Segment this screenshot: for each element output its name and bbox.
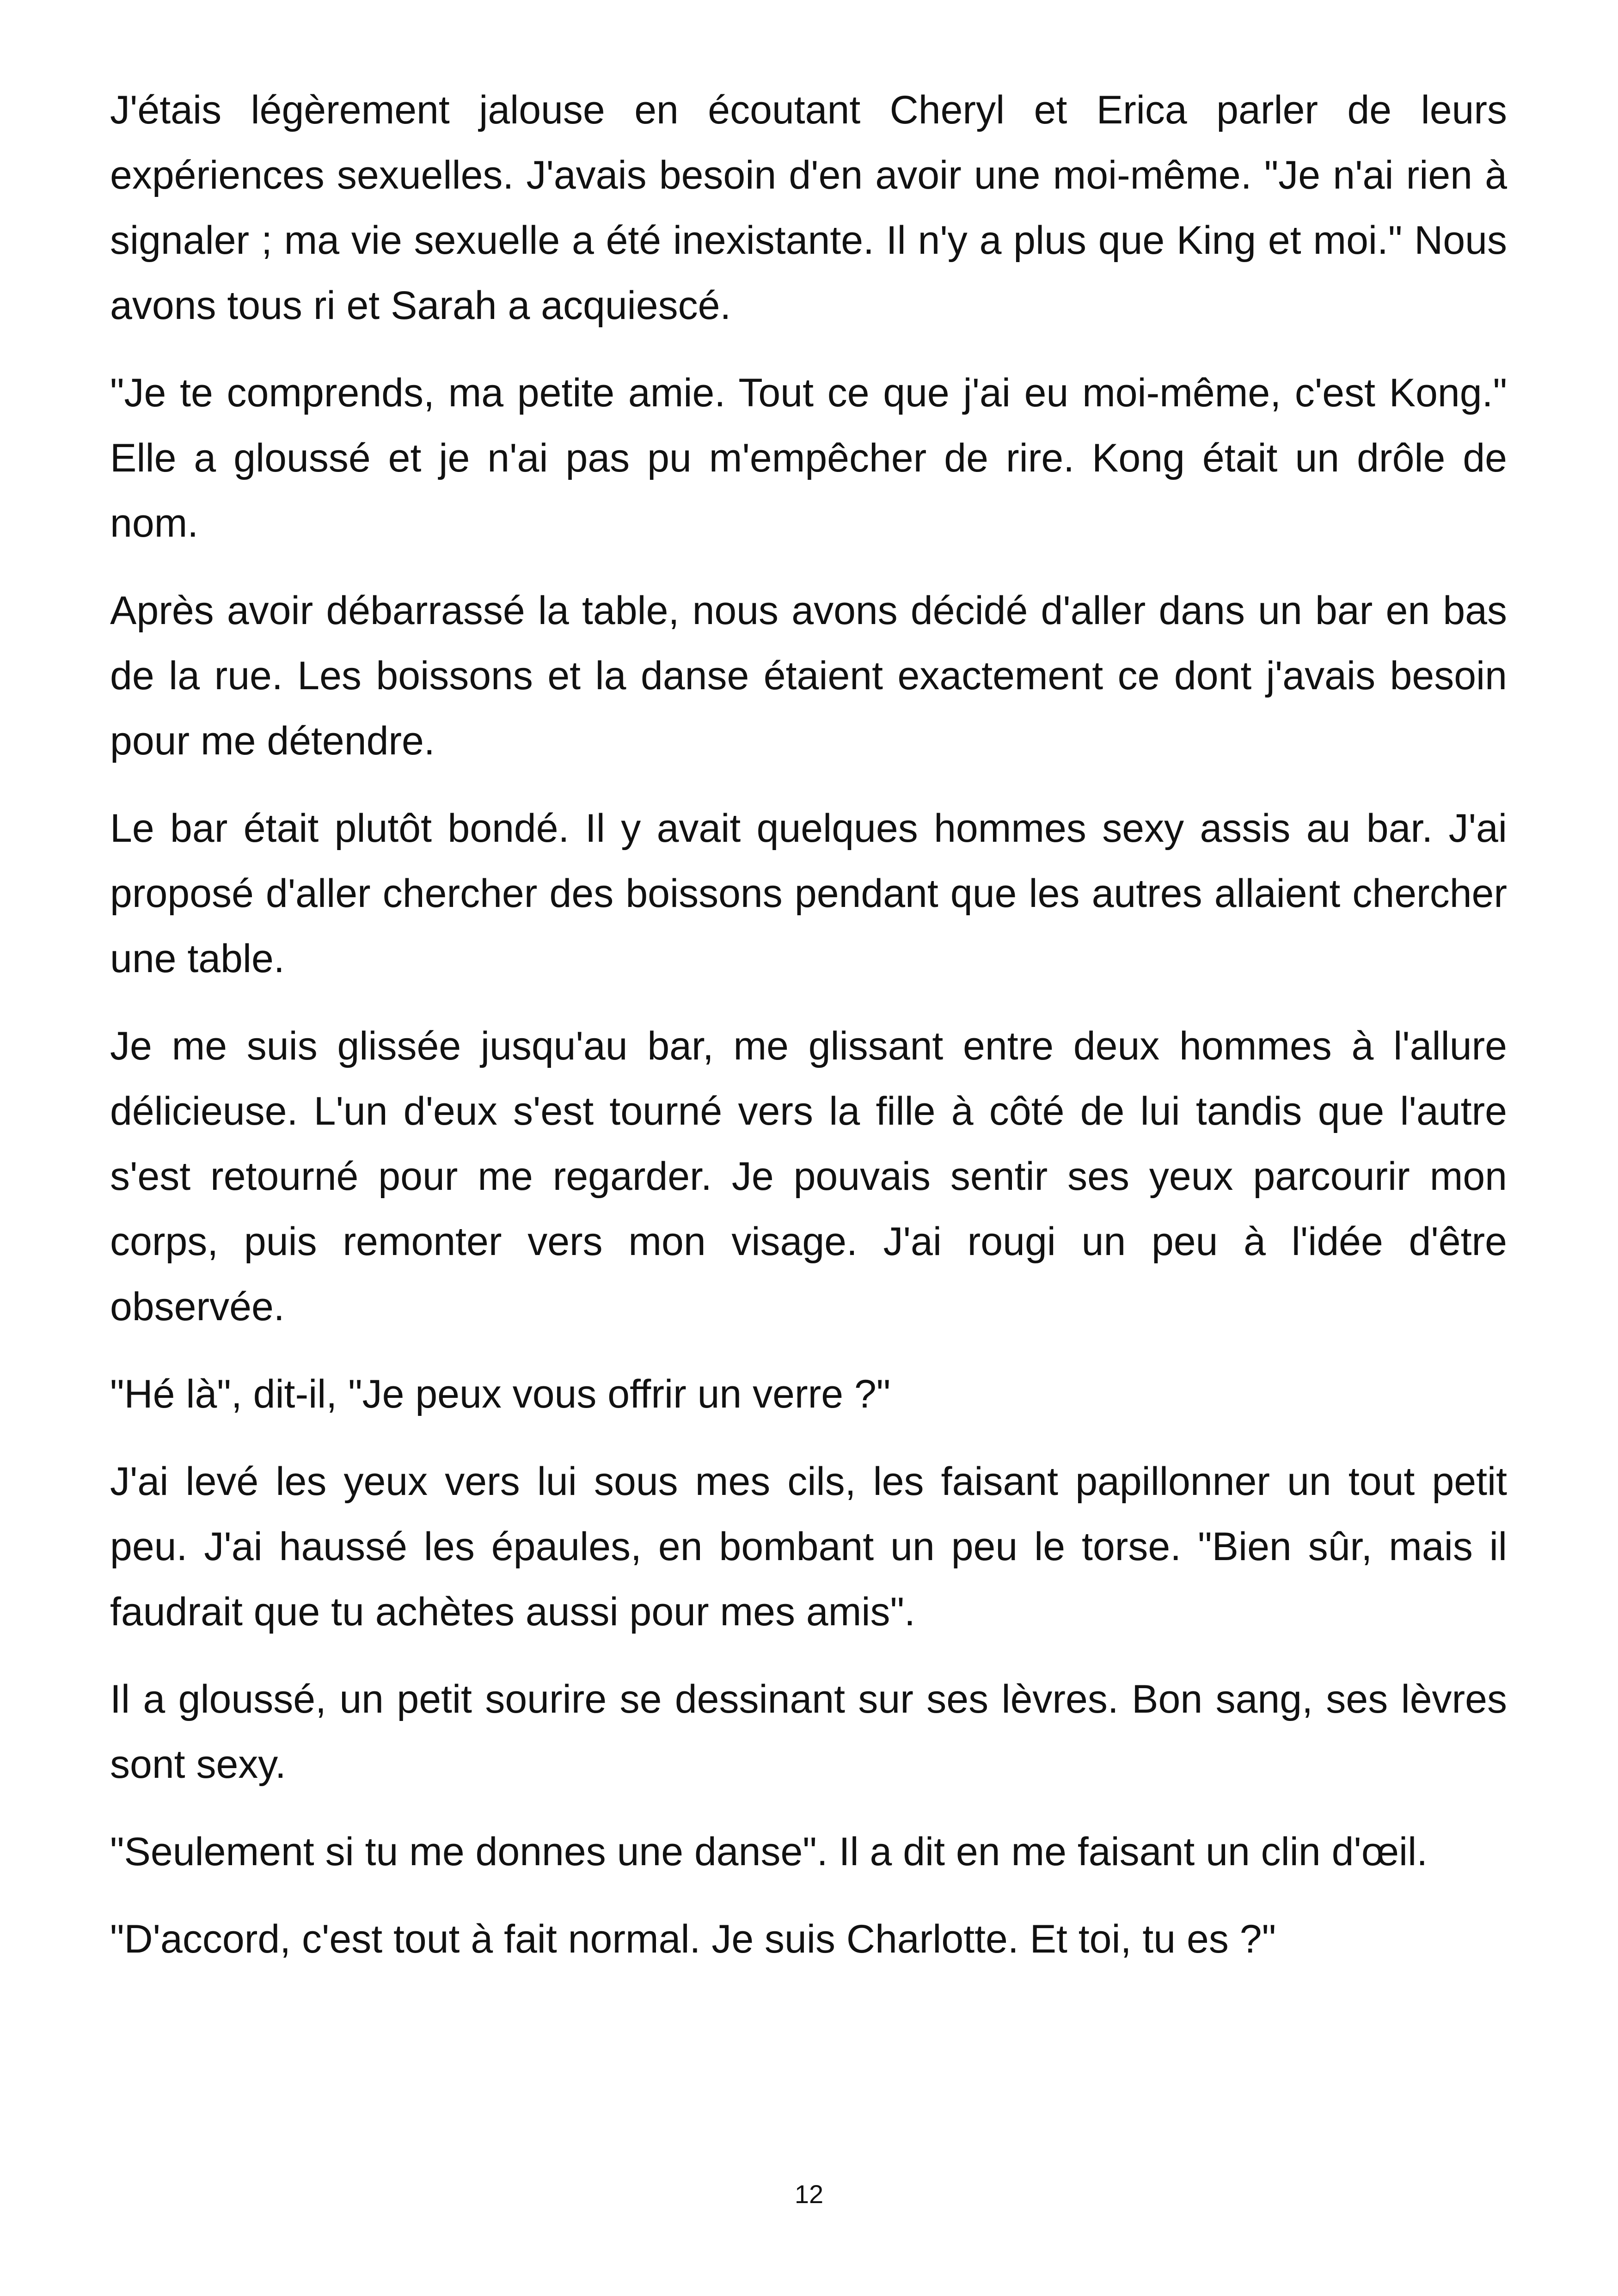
paragraph: Je me suis glissée jusqu'au bar, me glissant entre deux hommes à l'allure délicieuse. L'un d'eux s'est tourné vers la fille à côté de lui tandis que l'autre s'est retourné pour me regarder. Je pouvais sentir ses yeux parcourir mon corps, puis remonter vers mon visage. J'ai rougi un peu à l'idée d'être observée. (110, 1024, 1507, 1329)
paragraph: "D'accord, c'est tout à fait normal. Je suis Charlotte. Et toi, tu es ?" (110, 1917, 1276, 1961)
paragraph: "Hé là", dit-il, "Je peux vous offrir un verre ?" (110, 1372, 891, 1416)
paragraph: "Seulement si tu me donnes une danse". Il a dit en me faisant un clin d'œil. (110, 1830, 1428, 1874)
paragraph: "Je te comprends, ma petite amie. Tout ce que j'ai eu moi-même, c'est Kong." Elle a gloussé et je n'ai pas pu m'empêcher de rire. Kong était un drôle de nom. (110, 371, 1507, 545)
paragraph: J'ai levé les yeux vers lui sous mes cils, les faisant papillonner un tout petit peu. J'ai haussé les épaules, en bombant un peu le torse. "Bien sûr, mais il faudrait que tu achètes aussi pour mes amis". (110, 1459, 1507, 1634)
paragraph: Il a gloussé, un petit sourire se dessinant sur ses lèvres. Bon sang, ses lèvres sont sexy. (110, 1677, 1507, 1787)
paragraph: Après avoir débarrassé la table, nous avons décidé d'aller dans un bar en bas de la rue. Les boissons et la danse étaient exactement ce dont j'avais besoin pour me détendre. (110, 588, 1507, 763)
paragraph: Le bar était plutôt bondé. Il y avait quelques hommes sexy assis au bar. J'ai proposé d'aller chercher des boissons pendant que les autres allaient chercher une table. (110, 806, 1507, 981)
page-number: 12 (794, 2180, 824, 2209)
body-text (110, 78, 1507, 1994)
paragraph: J'étais légèrement jalouse en écoutant Cheryl et Erica parler de leurs expériences sexuelles. J'avais besoin d'en avoir une moi-même. "Je n'ai rien à signaler ; ma vie sexuelle a été inexistante. Il n'y a plus que King et moi." Nous avons tous ri et Sarah a acquiescé. (110, 88, 1507, 328)
